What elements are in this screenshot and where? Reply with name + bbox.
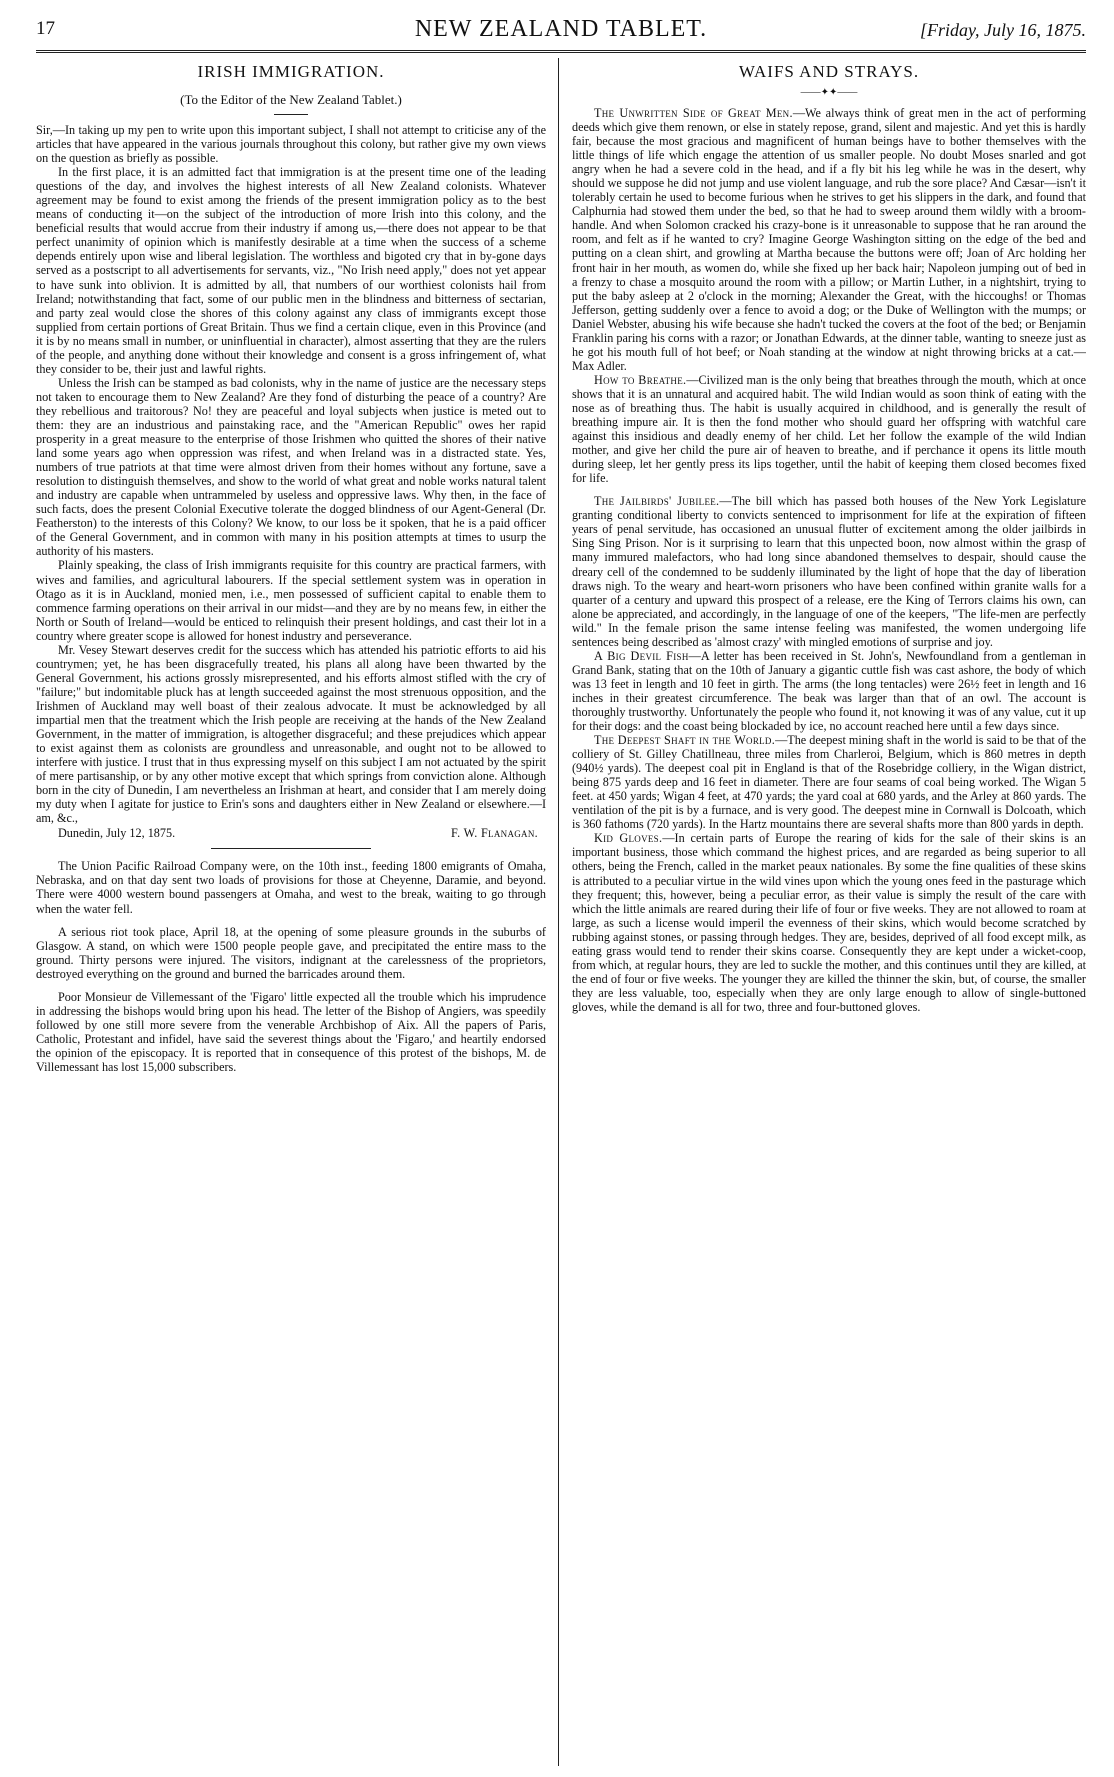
columns xyxy=(36,58,1086,1766)
divider xyxy=(211,848,371,849)
column-rule xyxy=(558,58,559,1766)
divider xyxy=(274,114,308,115)
item-lead: A Big Devil Fish xyxy=(594,648,689,663)
left-column xyxy=(36,58,546,1766)
newspaper-page xyxy=(36,14,1086,1766)
letter-paragraph: Plainly speaking, the class of Irish immigrants requisite for this country are practical farmers, with wives and families, and agricultural labourers. If the special settlement system was in operation in Otago as it is in Auckland, monied men, i.e., men possessed of sufficient capital to enable them to commence farming operations on their arrival in our midst—and they are by no means few, in either the North or South of Ireland—would be enticed to relinquish their present holdings, and cast their lot in a country where greater scope is allowed for honest industry and perseverance. xyxy=(36,558,546,643)
editor-subheading: (To the Editor of the New Zealand Tablet.) xyxy=(180,92,402,107)
signature-author: F. W. Flanagan. xyxy=(451,826,538,841)
item-body: —We always think of great men in the act of performing deeds which give them renown, or else in stately repose, grand, silent and majestic. And yet this is hardly fair, because the most gracious and magnificent of human beings have to bother themselves with the little things of life which engage the attention of us smaller people. No doubt Moses snarled and got angry when he had a severe cold in the head, and if a fly bit his leg while he was in the desert, why should we suppose he did not jump and use violent language, and rub the sore place? And Cæsar—isn't it tolerably certain he used to become furious when he strives to get his slippers in the dark, and found that Calphurnia had stowed them under the bed, so that he had to sweep around them wildly with a broom-handle. And when Solomon cracked his crazy-bone is it unreasonable to suppose that he ran around the room, and felt as if he wanted to cry? Imagine George Washington sitting on the edge of the bed and putting on a clean shirt, and growling at Martha because the buttons were off; Joan of Arc holding her front hair in her mouth, as women do, while she fixed up her back hair; Napoleon jumping out of bed in a frenzy to chase a mosquito around the room with a pillow; or Martin Luther, in a nightshirt, trying to put the baby asleep at 2 o'clock in the morning; Alexander the Great, with the hiccoughs! or Thomas Jefferson, getting suddenly over a fence to avoid a dog; or the Duke of Wellington with the mumps; or Daniel Webster, abusing his wife because she hadn't tucked the covers at the foot of the bed; or Benjamin Franklin paring his corns with a razor; or Jonathan Edwards, at the dinner table, wanting to sneeze just as he got his mouth full of hot beef; or Noah standing at the window at night throwing bricks at a cat.—Max Adler. xyxy=(572,106,1086,373)
masthead xyxy=(36,14,1086,53)
right-column xyxy=(572,58,1086,1766)
item-paragraph xyxy=(572,106,1086,373)
letter-paragraph: Mr. Vesey Stewart deserves credit for the success which has attended his patriotic efforts to aid his countrymen; yet, he has been disgracefully treated, his plans all along have been thwarted by the General Government, his actions grossly misrepresented, and his efforts almost stifled with the cry of "failure;" but indomitable pluck has at length succeeded against the most strenuous opposition, and the Irishmen of Auckland may well boast of their zealous advocate. It must be acknowledged by all impartial men that the treatment which the Irish people are receiving at the hands of the New Zealand Government, in the matter of immigration, is altogether disgraceful; and these prejudices which appear to exist against them as colonists are groundless and unreasonable, and ought not to be allowed to interfere with justice. I trust that in thus expressing myself on this subject I am not actuated by the spirit of mere partisanship, or by any other motive except that which springs from conviction alone. Although born in the city of Dunedin, I am nevertheless an Irishman at heart, and consider that I am merely doing my duty when I agitate for justice to Erin's sons and daughters either in New Zealand or elsewhere.—I am, &c., xyxy=(36,642,546,826)
news-paragraph: The Union Pacific Railroad Company were, on the 10th inst., feeding 1800 emigrants of Omaha, Nebraska, and on that day sent two loads of provisions for those at Cheyenne, Daramie, and beyond. There were 4000 western bound passengers at Omaha, and west to the break, waiting to go through when the water fell. xyxy=(36,859,546,916)
waifs-and-strays-heading: WAIFS AND STRAYS. xyxy=(738,62,920,81)
item-paragraph xyxy=(572,649,1086,733)
irish-immigration-heading: IRISH IMMIGRATION. xyxy=(197,62,385,81)
page-number: 17 xyxy=(36,18,55,39)
news-paragraph: Poor Monsieur de Villemessant of the 'Figaro' little expected all the trouble which his imprudence in addressing the bishops would bring upon his head. The letter of the Bishop of Angiers, was speedily followed by one still more severe from the venerable Archbishop of Aix. All the papers of Paris, Catholic, Protestant and infidel, have said the severest things about the 'Figaro,' and heartily endorsed the opinion of the episcopacy. It is reported that in consequence of this protest of the bishops, M. de Villemessant has lost 15,000 subscribers. xyxy=(36,989,546,1074)
item-body: —The bill which has passed both houses of the New York Legislature granting conditional liberty to convicts sentenced to imprisonment for life at the expiration of fifteen years of penal servitude, has occasioned an unusual flutter of excitement among the older jailbirds in Sing Sing Prison. Nor is it surprising to learn that this unpected boon, now almost within the grasp of many immured malefactors, who had long since abandoned themselves to despair, should cause the dreary cell of the condemned to be suddenly illuminated by the light of hope that the day of liberation draws nigh. To the weary and heart-worn prisoners who have been confined within granite walls for a quarter of a century and upward this prospect of a release, ere the King of Terrors claims his own, can alone be appreciated, and accordingly, in the language of one of the keepers, "The life-men are perfectly wild." In the female prison the same intense feeling was manifested, the women undergoing life sentences being described as 'almost crazy' with mingled emotions of surprise and joy. xyxy=(572,494,1086,649)
letter-paragraph: In the first place, it is an admitted fact that immigration is at the present time one of the leading questions of the day, and involves the highest interests of all New Zealand colonists. Whatever agreement may be found to exist among the friends of the present immigration policy as to the best means of conducting it—on the subject of the introduction of more Irish into this colony, and the beneficial results that would accrue from their industry if among us,—there does not appear to be that perfect unanimity of opinion which is manifestly desirable at a time when the success of a scheme depends entirely upon wise and liberal legislation. The worthless and bigoted cry that in by-gone days served as a postscript to all advertisements for servants, viz., "No Irish need apply," does not yet appear to have sunk into oblivion. It is admitted by all, that numbers of our worthiest colonists hail from Ireland; notwithstanding that fact, some of our public men in the blindness and bitterness of sectarian, and party zeal would close the shores of this colony against any class of immigrants except those supplied from certain portions of Great Britain. Thus we find a certain clique, even in this Province (and it is by no means small in number, or uninfluential in character), almost asserting that they are the rulers of the people, and anything done without their knowledge and consent is a gross infringement of, what they consider to be, their just and lawful rights. xyxy=(36,165,546,376)
item-paragraph xyxy=(572,831,1086,1014)
item-body: —In certain parts of Europe the rearing of kids for the sale of their skins is an important business, those which command the highest prices, and are regarded as being superior to all others, being the French, called in the market peaux nationales. By some the fine qualities of these skins is attributed to a peculiar virtue in the wild vines upon which the young ones feed in the pasturage which they frequent; this, however, being a peculiar error, as their value is simply the result of the care with which the little animals are reared during their life of four or five weeks. They are not allowed to roam at large, as such a license would imperil the evenness of their skins, which would become scratched by rubbing against stones, or passing through hedges. They are, besides, deprived of all food except milk, as eating grass would tend to render their skins coarse. Consequently they are kept under a wicket-coop, from which, at regular hours, they are led to suckle the mother, and this continues until they are killed, at the end of four or five weeks. The younger they are killed the thinner the skin, but, of course, the smaller they are less valuable, too, especially when they are only large enough to allow of single-buttoned gloves, while the demand is all for two, three and four-buttoned gloves. xyxy=(572,831,1086,1014)
item-lead: The Deepest Shaft in the World. xyxy=(594,733,776,748)
issue-date: [Friday, July 16, 1875. xyxy=(920,20,1086,40)
letter-paragraph: Unless the Irish can be stamped as bad colonists, why in the name of justice are the necessary steps not taken to encourage them to New Zealand? Are they fond of disturbing the peace of a country? Are they rebellious and traitorous? No! they are peaceful and loyal subjects when justice is meted out to them: they are an industrious and painstaking race, and the "American Republic" owes her rapid prosperity in a great measure to the enterprise of those Irishmen who quitted the shores of their native land some years ago when oppression was rifest, and when Ireland was in a distracted state. Yes, numbers of true patriots at that time were almost driven from their homes without any fortune, save a resolution to distinguish themselves, and show to the world of what great and noble works natural talent and industry are capable when untrammeled by useless and oppressive laws. Why then, in the face of such facts, does the present Colonial Executive tolerate the dogged blindness of our Agent-General (Dr. Featherston) to the interests of this Colony? We know, to our loss be it spoken, that he is a paid officer of the General Government, and in common with many in his position attempts at times to usurp the authority of his masters. xyxy=(36,375,546,559)
item-lead: The Jailbirds' Jubilee. xyxy=(594,494,720,509)
publication-title: NEW ZEALAND TABLET. xyxy=(414,16,708,42)
item-lead: How to Breathe. xyxy=(594,372,687,387)
item-lead: Kid Gloves. xyxy=(594,831,663,846)
item-paragraph xyxy=(572,494,1086,649)
item-body: —The deepest mining shaft in the world is said to be that of the colliery of St. Gilley Chatillneau, three miles from Charleroi, Belgium, which is 860 metres in depth (940½ yards). The deepest coal pit in England is that of the Rosebridge colliery, in the Wigan district, being 875 yards deep and 16 feet in diameter. There are four seams of coal being worked. The Wigan 5 feet. at 450 yards; Wigan 4 feet, at 470 yards; the yard coal at 680 yards, and the Arley at 860 yards. The ventilation of the pit is by a furnace, and is very good. The deepest mine in Cornwall is Dolcoath, which is 360 fathoms (720 yards). In the Hartz mountains there are several shafts more than 800 yards in depth. xyxy=(572,733,1086,832)
item-paragraph xyxy=(572,733,1086,831)
signature-place-date: Dunedin, July 12, 1875. xyxy=(58,826,176,841)
item-body: —A letter has been received in St. John's, Newfoundland from a gentleman in Grand Bank, stating that on the 10th of January a gigantic cuttle fish was cast ashore, the body of which was 13 feet in length and 10 feet in girth. The arms (the long tentacles) were 26½ feet in length and 16 inches in their greatest circumference. The beak was larger than that of an owl. The account is thoroughly trustworthy. Unfortunately the people who found it, not knowing it was of any value, cut it up for their dogs: and the coast being blockaded by ice, no account reached here until a few days since. xyxy=(572,648,1086,734)
item-body: —Civilized man is the only being that breathes through the mouth, which at once shows that it is an unnatural and acquired habit. The wild Indian would as soon think of eating with the nose as of breathing thus. The habit is usually acquired in childhood, and is generally the result of breathing impure air. It is then the fond mother who should guard her offspring with watchful care against this insidious and deadly enemy of her child. Let her follow the example of the wild Indian mother, and give her child the pure air of heaven to breathe, and if perchance it opens its little mouth during sleep, let her gently press its lips together, until the habit of keeping them closed becomes fixed for life. xyxy=(572,372,1086,486)
ornament-divider: ——✦✦—— xyxy=(800,87,858,98)
letter-paragraph: Sir,—In taking up my pen to write upon this important subject, I shall not attempt to criticise any of the articles that have appeared in the various journals throughout this colony, but rather give my own views on the question as briefly as possible. xyxy=(36,123,546,166)
news-paragraph: A serious riot took place, April 18, at the opening of some pleasure grounds in the suburbs of Glasgow. A stand, on which were 1500 people people gave, and precipitated the entire mass to the ground. Thirty persons were injured. The visitors, indignant at the carelessness of the proprietors, destroyed everything on the ground and burned the barricades around them. xyxy=(36,924,546,981)
letter-signature xyxy=(36,826,546,840)
item-lead: The Unwritten Side of Great Men. xyxy=(594,106,793,120)
item-paragraph xyxy=(572,373,1086,485)
